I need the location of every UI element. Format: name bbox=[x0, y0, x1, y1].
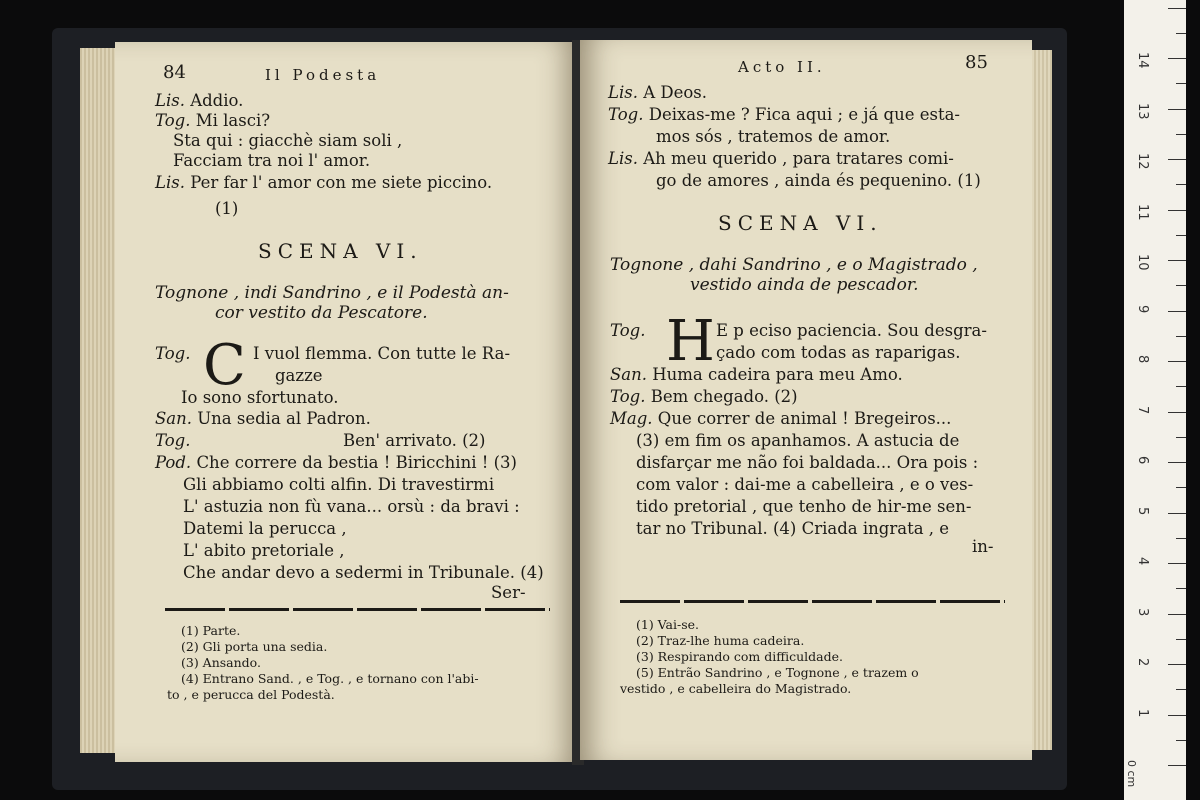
verse-line: tido pretorial , que tenho de hir-me sen- bbox=[636, 497, 972, 516]
verse-line: (3) em fim os apanhamos. A astucia de bbox=[636, 431, 960, 450]
ruler-tick bbox=[1176, 285, 1186, 286]
verse-line: Facciam tra noi l' amor. bbox=[173, 151, 371, 170]
footnote: to , e perucca del Podestà. bbox=[167, 687, 335, 702]
footnote: (1) Parte. bbox=[181, 623, 241, 638]
ruler-number: 7 bbox=[1135, 405, 1150, 414]
ruler-number: 9 bbox=[1135, 304, 1150, 313]
verse-line: Pod. Che correre da bestia ! Biricchini ! (3) bbox=[155, 453, 517, 472]
ruler-tick bbox=[1168, 664, 1186, 665]
verse-line: mos sós , tratemos de amor. bbox=[656, 127, 891, 146]
ruler-tick bbox=[1176, 134, 1186, 135]
verse-line: Tog. Mi lasci? bbox=[155, 111, 271, 130]
speaker-label: Tog. bbox=[155, 344, 191, 363]
ruler-number: 10 bbox=[1135, 254, 1150, 271]
verse-line: gazze bbox=[275, 366, 323, 385]
page-number: 85 bbox=[965, 52, 988, 73]
page-number: 84 bbox=[163, 62, 186, 83]
verse-line: Tog. Bem chegado. (2) bbox=[610, 387, 798, 406]
verse-line: San. Una sedia al Padron. bbox=[155, 409, 371, 428]
ruler-tick bbox=[1168, 109, 1186, 110]
ruler-tick bbox=[1176, 33, 1186, 34]
verse-line: I vuol flemma. Con tutte le Ra- bbox=[253, 344, 511, 363]
ruler-tick bbox=[1168, 159, 1186, 160]
ruler-number: 4 bbox=[1135, 557, 1150, 566]
verse-line: Lis. A Deos. bbox=[608, 83, 708, 102]
ruler-number: 11 bbox=[1135, 203, 1150, 221]
verse-line: Ben' arrivato. (2) bbox=[343, 431, 486, 450]
ruler-tick bbox=[1168, 311, 1186, 312]
verse-line: E p eciso paciencia. Sou desgra- bbox=[716, 321, 987, 340]
footnote-ref: (1) bbox=[215, 199, 239, 218]
ruler-tick bbox=[1176, 184, 1186, 185]
ruler-tick bbox=[1176, 689, 1186, 690]
ruler-tick bbox=[1176, 588, 1186, 589]
ruler-tick bbox=[1168, 210, 1186, 211]
footnote: (2) Traz-lhe huma cadeira. bbox=[636, 633, 805, 648]
speaker-label: Tog. bbox=[155, 431, 191, 450]
footnote-rule bbox=[165, 608, 550, 611]
ruler-number: 14 bbox=[1135, 52, 1150, 69]
footnote: (2) Gli porta una sedia. bbox=[181, 639, 328, 654]
scene-title: SCENA VI. bbox=[718, 211, 883, 235]
page-block-right-edge bbox=[1030, 50, 1052, 750]
scene-title: SCENA VI. bbox=[258, 239, 423, 263]
ruler-number: 1 bbox=[1135, 708, 1150, 717]
ruler-number: 5 bbox=[1135, 506, 1150, 515]
ruler-tick bbox=[1168, 361, 1186, 362]
footnote: (3) Ansando. bbox=[181, 655, 261, 670]
verse-line: Io sono sfortunato. bbox=[181, 388, 339, 407]
verse-line: go de amores , ainda és pequenino. (1) bbox=[656, 171, 981, 190]
verse-line: çado com todas as raparigas. bbox=[716, 343, 961, 362]
ruler-tick bbox=[1176, 538, 1186, 539]
running-head: Acto II. bbox=[738, 58, 826, 76]
ruler-number: 13 bbox=[1135, 102, 1150, 120]
running-head: Il Podesta bbox=[265, 66, 381, 84]
verse-line: L' astuzia non fù vana... orsù : da bravi : bbox=[183, 497, 520, 516]
verse-line: Datemi la perucca , bbox=[183, 519, 347, 538]
footnote: (3) Respirando com difficuldade. bbox=[636, 649, 843, 664]
footnote: vestido , e cabelleira do Magistrado. bbox=[620, 681, 852, 696]
verse-line: Sta qui : giacchè siam soli , bbox=[173, 131, 403, 150]
drop-cap: H bbox=[666, 309, 715, 374]
verse-line: L' abito pretoriale , bbox=[183, 541, 345, 560]
ruler-number: 3 bbox=[1135, 607, 1150, 616]
drop-cap: C bbox=[203, 333, 246, 398]
footnote: (4) Entrano Sand. , e Tog. , e tornano con l'abi- bbox=[181, 671, 479, 686]
cast-list: vestido ainda de pescador. bbox=[690, 275, 919, 295]
footnote: (5) Entrão Sandrino , e Tognone , e trazem o bbox=[636, 665, 919, 680]
footnote-rule bbox=[620, 600, 1005, 603]
ruler-tick bbox=[1168, 412, 1186, 413]
left-page bbox=[115, 42, 577, 762]
verse-line: Lis. Per far l' amor con me siete piccino. bbox=[155, 173, 493, 192]
page-block-left-edge bbox=[80, 48, 120, 753]
ruler-number: 8 bbox=[1135, 355, 1150, 364]
ruler-tick bbox=[1168, 260, 1186, 261]
ruler-tick bbox=[1168, 462, 1186, 463]
ruler-tick bbox=[1168, 715, 1186, 716]
ruler-tick bbox=[1168, 513, 1186, 514]
ruler-number: 12 bbox=[1135, 153, 1150, 170]
ruler-tick bbox=[1176, 386, 1186, 387]
cast-list: Tognone , dahi Sandrino , e o Magistrado , bbox=[610, 255, 978, 275]
cast-list: Tognone , indi Sandrino , e il Podestà an- bbox=[155, 283, 509, 303]
ruler-unit: 0 cm bbox=[1125, 760, 1138, 788]
ruler-tick bbox=[1168, 765, 1186, 766]
ruler-number: 2 bbox=[1135, 658, 1150, 667]
ruler-tick bbox=[1176, 336, 1186, 337]
verse-line: San. Huma cadeira para meu Amo. bbox=[610, 365, 903, 384]
catchword: Ser- bbox=[491, 583, 526, 602]
ruler-number: 6 bbox=[1135, 456, 1150, 465]
ruler-tick bbox=[1176, 235, 1186, 236]
footnote: (1) Vai-se. bbox=[636, 617, 700, 632]
ruler-tick bbox=[1176, 639, 1186, 640]
ruler-tick bbox=[1176, 83, 1186, 84]
verse-line: tar no Tribunal. (4) Criada ingrata , e bbox=[636, 519, 950, 538]
verse-line: Lis. Ah meu querido , para tratares comi- bbox=[608, 149, 954, 168]
verse-line: Mag. Que correr de animal ! Bregeiros... bbox=[610, 409, 952, 428]
verse-line: Che andar devo a sedermi in Tribunale. (4) bbox=[183, 563, 544, 582]
cast-list: cor vestito da Pescatore. bbox=[215, 303, 428, 323]
verse-line: disfarçar me não foi baldada... Ora pois : bbox=[636, 453, 979, 472]
right-page bbox=[580, 40, 1032, 760]
ruler-tick bbox=[1176, 437, 1186, 438]
verse-line: Tog. Deixas-me ? Fica aqui ; e já que esta- bbox=[608, 105, 961, 124]
ruler-tick bbox=[1176, 487, 1186, 488]
ruler-tick bbox=[1168, 58, 1186, 59]
speaker-label: Tog. bbox=[610, 321, 646, 340]
verse-line: Gli abbiamo colti alfin. Di travestirmi bbox=[183, 475, 495, 494]
ruler-tick bbox=[1168, 563, 1186, 564]
measuring-ruler bbox=[1124, 0, 1186, 800]
verse-line: com valor : dai-me a cabelleira , e o ves- bbox=[636, 475, 974, 494]
ruler-tick bbox=[1176, 740, 1186, 741]
ruler-tick bbox=[1168, 8, 1186, 9]
catchword: in- bbox=[972, 537, 994, 556]
ruler-tick bbox=[1168, 614, 1186, 615]
verse-line: Lis. Addio. bbox=[155, 91, 244, 110]
